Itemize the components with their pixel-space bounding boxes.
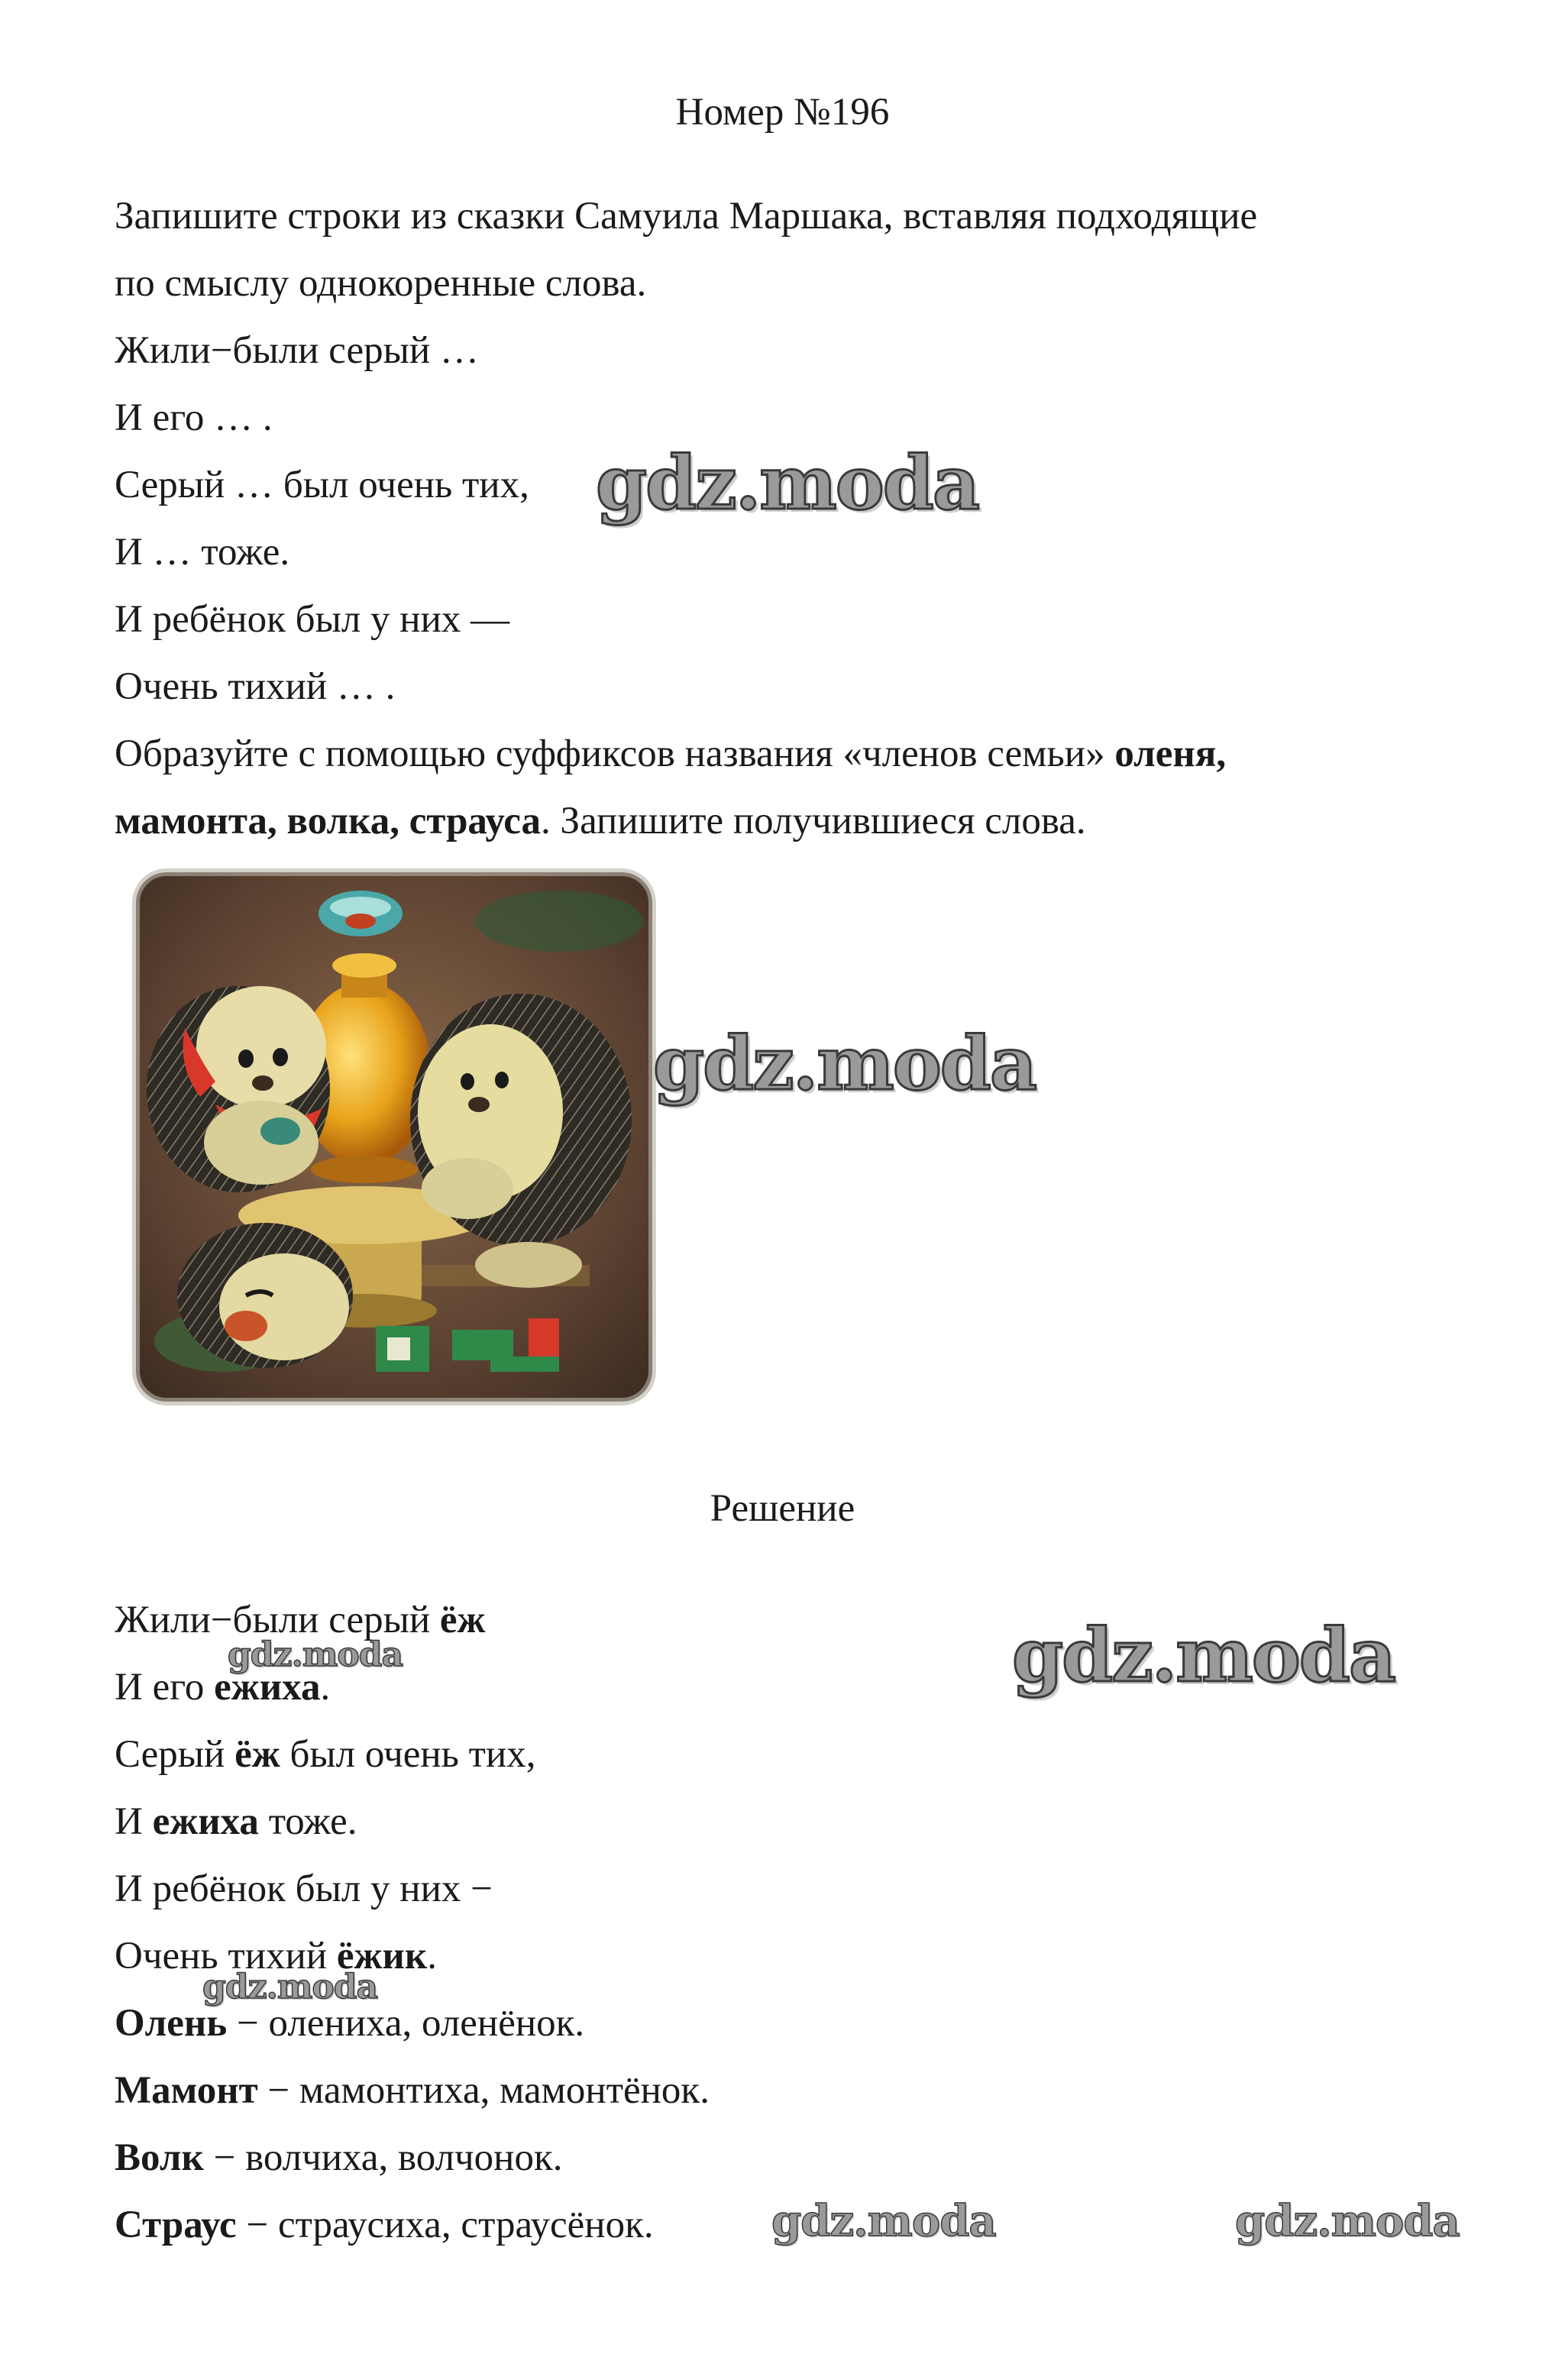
task-line-7: И ребёнок был у них — bbox=[115, 598, 510, 641]
solution-text-end: был очень тих, bbox=[280, 1733, 536, 1776]
answer-word: ёжик bbox=[336, 1935, 428, 1977]
instruction-bold-word: оленя, bbox=[1114, 732, 1227, 775]
task-line-5: Серый … был очень тих, bbox=[115, 464, 529, 506]
solution-line-4 bbox=[115, 1800, 357, 1843]
task-line-6: И … тоже. bbox=[115, 531, 290, 574]
derived-words: − мамонтиха, мамонтёнок. bbox=[257, 2069, 710, 2112]
task-line-1: Запишите строки из сказки Самуила Маршака, вставляя подходящие bbox=[115, 195, 1258, 238]
word-family-volk bbox=[115, 2136, 563, 2179]
solution-line-5 bbox=[115, 1867, 493, 1910]
base-word: Волк bbox=[115, 2136, 204, 2179]
task-instruction-line-1 bbox=[115, 732, 1227, 775]
task-line-3: Жили−были серый … bbox=[115, 329, 479, 372]
base-word: Мамонт bbox=[115, 2069, 258, 2112]
word-family-straus bbox=[115, 2206, 654, 2245]
answer-word: ёж bbox=[234, 1733, 280, 1776]
hedgehog-family-illustration bbox=[131, 868, 657, 1406]
watermark: gdz.moda bbox=[1235, 2196, 1460, 2246]
solution-text: Серый bbox=[115, 1733, 235, 1776]
base-word: Страус bbox=[115, 2204, 237, 2246]
solution-text-end: . bbox=[320, 1666, 331, 1709]
instruction-text: Образуйте с помощью суффиксов названия «членов семьи» bbox=[115, 732, 1115, 775]
derived-words: − олениха, оленёнок. bbox=[227, 2002, 585, 2045]
watermark: gdz.moda bbox=[202, 1968, 378, 2007]
answer-word: ежиха bbox=[214, 1666, 321, 1709]
base-word: Олень bbox=[115, 2002, 228, 2045]
task-line-4: И его … . bbox=[115, 396, 273, 439]
derived-words: − страусиха, страусёнок. bbox=[236, 2204, 654, 2246]
word-family-mamont bbox=[115, 2071, 710, 2110]
watermark: gdz.moda bbox=[771, 2196, 996, 2246]
answer-word: ежиха bbox=[152, 1800, 259, 1843]
solution-text: И bbox=[115, 1800, 153, 1843]
solution-line-3 bbox=[115, 1735, 535, 1774]
derived-words: − волчиха, волчонок. bbox=[203, 2136, 563, 2179]
task-instruction-line-2 bbox=[115, 802, 1086, 841]
instruction-bold-words: мамонта, волка, страуса bbox=[115, 800, 542, 842]
solution-heading: Решение bbox=[710, 1487, 855, 1530]
task-line-2: по смыслу однокоренные слова. bbox=[115, 262, 647, 305]
watermark: gdz.moda bbox=[228, 1635, 403, 1674]
watermark: gdz.moda bbox=[596, 440, 979, 526]
solution-text: Жили−были серый bbox=[115, 1599, 440, 1641]
answer-word: ёж bbox=[439, 1599, 486, 1641]
solution-text-end: . bbox=[427, 1935, 437, 1977]
page-title: Номер №196 bbox=[675, 91, 890, 134]
instruction-text-end: . Запишите получившиеся слова. bbox=[541, 800, 1086, 842]
solution-text: Очень тихий bbox=[115, 1935, 337, 1977]
solution-text-end: тоже. bbox=[258, 1800, 357, 1843]
word-family-olen bbox=[115, 2004, 584, 2043]
solution-text: И ребёнок был у них − bbox=[115, 1867, 493, 1910]
watermark: gdz.moda bbox=[1012, 1612, 1395, 1699]
solution-text: И его bbox=[115, 1666, 215, 1709]
watermark: gdz.moda bbox=[653, 1020, 1036, 1107]
solution-line-1 bbox=[115, 1601, 486, 1640]
task-line-8: Очень тихий … . bbox=[115, 665, 396, 708]
